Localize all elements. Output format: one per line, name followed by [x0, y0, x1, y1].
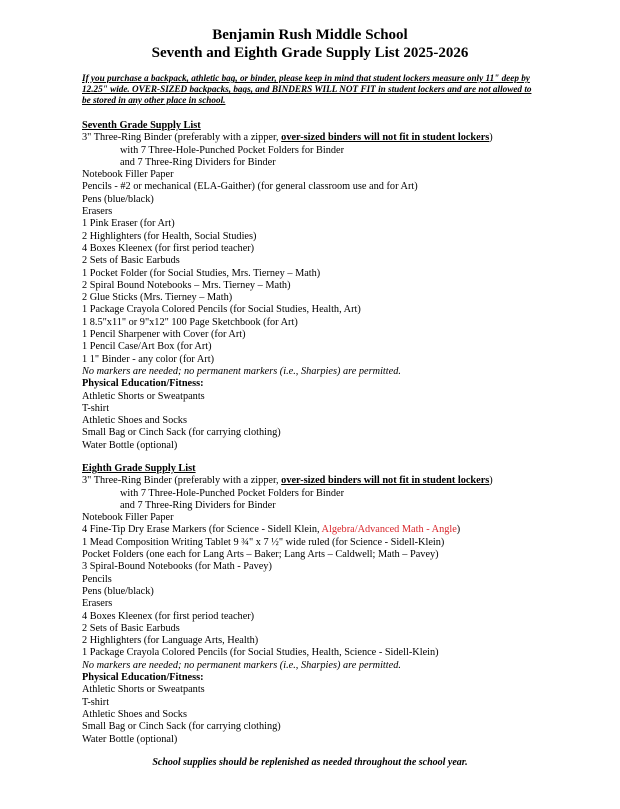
binder-subitem: with 7 Three-Hole-Punched Pocket Folders for Binder [120, 487, 345, 499]
binder-warning: over-sized binders will not fit in student lockers [281, 132, 490, 144]
list-item: 2 Glue Sticks (Mrs. Tierney – Math) [82, 292, 233, 304]
list-item: Pencils [82, 573, 112, 585]
eighth-grade-heading: Eighth Grade Supply List [82, 463, 196, 474]
pe-item: Athletic Shorts or Sweatpants [82, 390, 205, 402]
list-item: Erasers [82, 598, 113, 610]
list-item: 2 Sets of Basic Earbuds [82, 255, 180, 267]
list-item: Notebook Filler Paper [82, 512, 174, 524]
list-item: Pencils - #2 or mechanical (ELA-Gaither) (for general classroom use and for Art) [82, 181, 418, 193]
pe-item: Water Bottle (optional) [82, 733, 178, 745]
list-item: 1 Pencil Sharpener with Cover (for Art) [82, 329, 246, 341]
binder-close: ) [489, 475, 493, 487]
binder-subitem: and 7 Three-Ring Dividers for Binder [120, 156, 276, 168]
footer-note: School supplies should be replenished as needed throughout the school year. [152, 757, 468, 768]
list-item: Notebook Filler Paper [82, 169, 174, 181]
list-item: Pocket Folders (one each for Lang Arts – Baker; Lang Arts – Caldwell; Math – Pavey) [82, 549, 439, 561]
page-title: Seventh and Eighth Grade Supply List 2025-2026 [151, 45, 469, 61]
pe-item: T-shirt [82, 402, 110, 414]
school-name: Benjamin Rush Middle School [212, 27, 408, 43]
list-item: 4 Boxes Kleenex (for first period teacher) [82, 610, 255, 622]
list-item: 1 Mead Composition Writing Tablet 9 ¾" x 7 ½" wide ruled (for Science - Sidell-Klein) [82, 536, 445, 548]
list-item: 1 8.5"x11" or 9"x12" 100 Page Sketchbook (for Art) [82, 316, 298, 328]
list-item: 1 Pencil Case/Art Box (for Art) [82, 341, 212, 353]
list-item: 1 Package Crayola Colored Pencils (for Social Studies, Health, Science - Sidell-Klein) [82, 647, 439, 659]
list-item: 1 Pocket Folder (for Social Studies, Mrs. Tierney – Math) [82, 267, 321, 279]
markers-close: ) [456, 524, 461, 536]
binder-subitem: and 7 Three-Ring Dividers for Binder [120, 499, 276, 511]
binder-warning: over-sized binders will not fit in student lockers [281, 475, 490, 487]
list-item: Pens (blue/black) [82, 585, 154, 597]
list-item: 2 Highlighters (for Health, Social Studies) [82, 230, 257, 242]
binder-text: 3" Three-Ring Binder (preferably with a zipper, [82, 475, 282, 487]
list-item: 1 1" Binder - any color (for Art) [82, 353, 215, 365]
binder-subitem: with 7 Three-Hole-Punched Pocket Folders for Binder [120, 144, 345, 156]
pe-heading: Physical Education/Fitness: [82, 672, 204, 684]
list-item: 1 Package Crayola Colored Pencils (for Social Studies, Health, Art) [82, 304, 361, 316]
list-item: 2 Highlighters (for Language Arts, Health) [82, 635, 259, 647]
list-item: Pens (blue/black) [82, 193, 154, 205]
markers-text: 4 Fine-Tip Dry Erase Markers (for Science - Sidell Klein, [82, 524, 322, 536]
binder-text: 3" Three-Ring Binder (preferably with a zipper, [82, 132, 282, 144]
markers-item [82, 524, 612, 536]
list-item: 3 Spiral-Bound Notebooks (for Math - Pavey) [82, 561, 272, 573]
binder-close: ) [489, 132, 493, 144]
eighth-grade-section [82, 463, 612, 746]
list-item: Erasers [82, 206, 113, 218]
list-item: 2 Sets of Basic Earbuds [82, 622, 180, 634]
seventh-grade-heading: Seventh Grade Supply List [82, 120, 201, 131]
pe-heading: Physical Education/Fitness: [82, 378, 204, 390]
pe-item: Water Bottle (optional) [82, 439, 178, 451]
pe-item: Athletic Shoes and Socks [82, 708, 187, 720]
list-item: 1 Pink Eraser (for Art) [82, 218, 175, 230]
pe-item: Small Bag or Cinch Sack (for carrying clothing) [82, 427, 281, 439]
marker-note: No markers are needed; no permanent markers (i.e., Sharpies) are permitted. [82, 365, 401, 377]
pe-item: Athletic Shoes and Socks [82, 415, 187, 427]
list-item: 4 Boxes Kleenex (for first period teacher) [82, 242, 255, 254]
binder-item [82, 475, 612, 487]
list-item: 2 Spiral Bound Notebooks – Mrs. Tierney – Math) [82, 279, 291, 291]
markers-highlight: Algebra/Advanced Math - Angle [321, 524, 457, 536]
locker-size-notice: If you purchase a backpack, athletic bag, or binder, please keep in mind that student lockers measure only 11" deep by 12.25" wide. OVER-SIZED backpacks, bags, and BINDERS WILL NOT FIT in student lockers and are not allowed to be stored in any other place in school. [82, 73, 532, 105]
pe-item: T-shirt [82, 696, 110, 708]
pe-item: Athletic Shorts or Sweatpants [82, 684, 205, 696]
marker-note: No markers are needed; no permanent markers (i.e., Sharpies) are permitted. [82, 659, 401, 671]
pe-item: Small Bag or Cinch Sack (for carrying clothing) [82, 721, 281, 733]
binder-item [82, 132, 612, 144]
seventh-grade-section [82, 120, 612, 452]
